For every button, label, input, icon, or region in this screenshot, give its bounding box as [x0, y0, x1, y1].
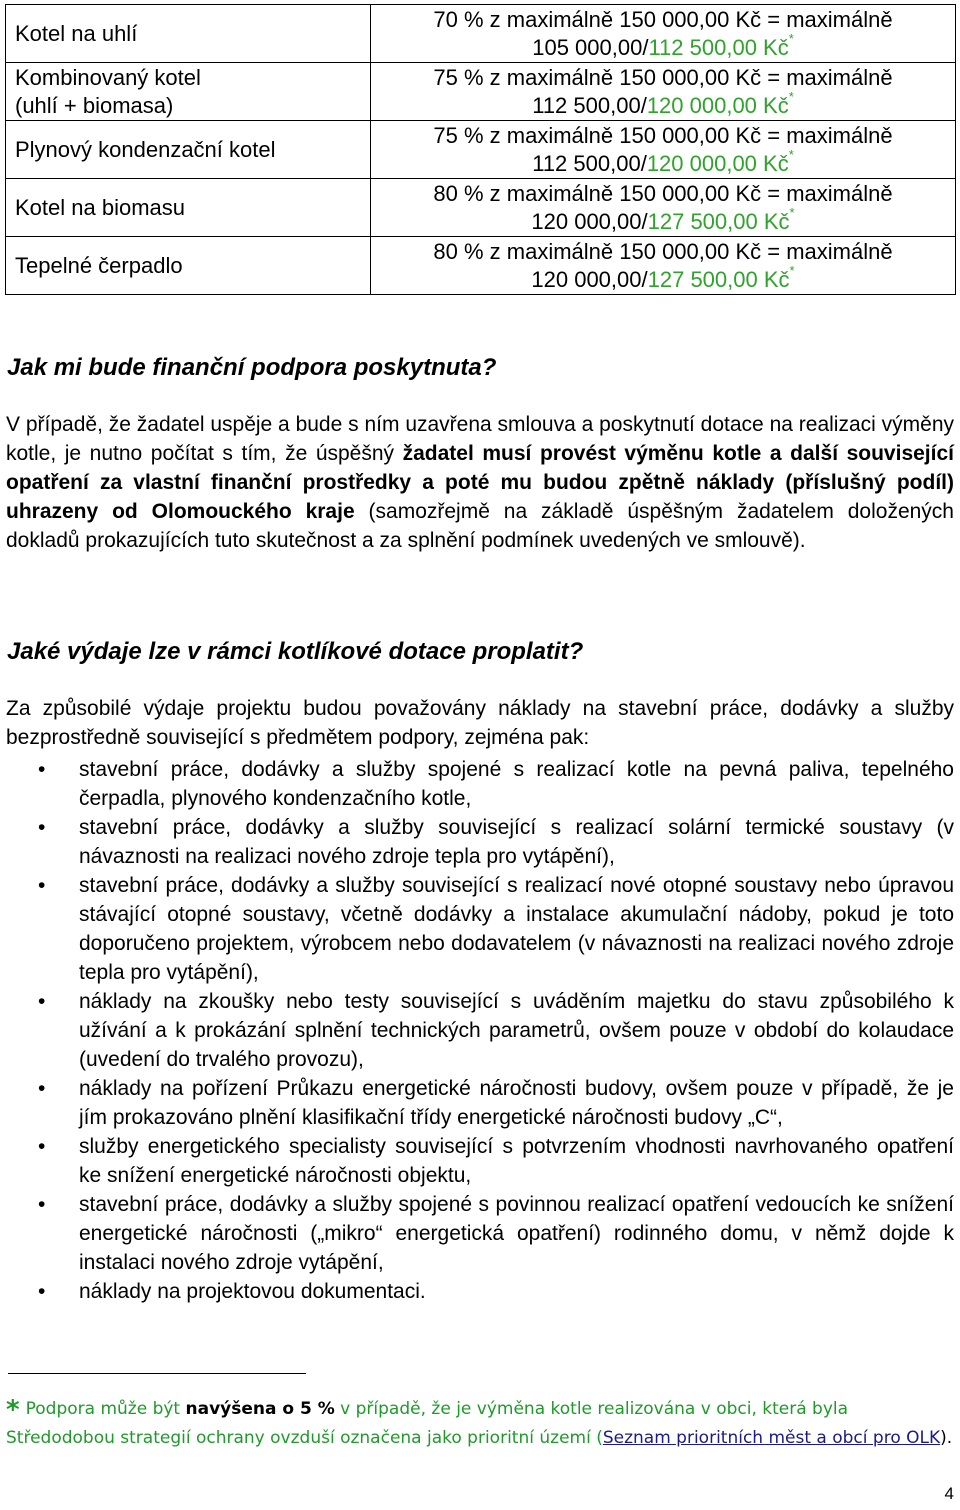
- list-item-text: stavební práce, dodávky a služby související s realizací solární termické soustavy (v návaznosti na realizaci nového zdroje tepla pro vytápění),: [79, 816, 954, 868]
- footnote-star-marker: *: [6, 1395, 20, 1425]
- list-item-text: stavební práce, dodávky a služby spojené s povinnou realizací opatření vedoucích ke snížení energetické náročnosti („mikro“ energetická opatření) rodinného domu, v němž dojde k instalaci nového zdroje vytápění,: [79, 1193, 954, 1274]
- footnote-text-3: ).: [940, 1428, 953, 1448]
- footnote-star: *: [789, 263, 795, 279]
- bullet-icon: •: [38, 1193, 46, 1216]
- list-item: [0, 871, 954, 987]
- amount-line1: 80 % z maximálně 150 000,00 Kč = maximálně: [433, 238, 893, 264]
- boiler-type-cell: [6, 121, 371, 179]
- list-item-text: náklady na pořízení Průkazu energetické náročnosti budovy, ovšem pouze v případě, že je jím prokazováno plnění klasifikační třídy energetické náročnosti budovy „C“,: [79, 1077, 954, 1129]
- bullet-icon: •: [38, 1280, 46, 1303]
- amount-base: 120 000,00/: [531, 266, 648, 292]
- bullet-icon: •: [38, 874, 46, 897]
- payment-text-start: V případě, že žadatel uspěje a bude s ním uzavřena smlouva a poskytnutí dotace na realizaci výměny kotle, je nutno počítat s tím, že úspěšný: [6, 413, 954, 465]
- footnote-star: *: [788, 147, 794, 163]
- subsidy-table: [5, 4, 956, 295]
- bullet-icon: •: [38, 990, 46, 1013]
- amount-increased: 127 500,00 Kč: [647, 266, 790, 292]
- payment-text-bold: žadatel musí provést výměnu kotle a další související opatření za vlastní finanční prostředky a poté mu budou zpětně náklady (příslušný podíl) uhrazeny od Olomouckého kraje: [6, 442, 954, 523]
- amount-increased: 120 000,00 Kč: [646, 92, 789, 118]
- table-row: [6, 5, 956, 63]
- footnote-separator: [8, 1373, 306, 1374]
- amount-base: 120 000,00/: [531, 208, 648, 234]
- amount-line1: 80 % z maximálně 150 000,00 Kč = maximálně: [433, 180, 893, 206]
- table-row: [6, 63, 956, 121]
- bullet-icon: •: [38, 816, 46, 839]
- footnote-text-1: Podpora může být: [25, 1399, 186, 1419]
- list-item: [0, 1132, 954, 1190]
- list-item-text: stavební práce, dodávky a služby související s realizací nové otopné soustavy nebo úpravou stávající otopné soustavy, včetně dodávky a instalace akumulační nádoby, pokud je toto doporučeno projektem, výrobcem nebo dodavatelem (v návaznosti na realizaci nového zdroje tepla pro vytápění),: [79, 874, 954, 984]
- amount-cell: [371, 63, 956, 121]
- list-item: [0, 813, 954, 871]
- amount-base: 112 500,00/: [532, 150, 647, 176]
- amount-increased: 127 500,00 Kč: [647, 208, 790, 234]
- list-item-text: náklady na projektovou dokumentaci.: [79, 1280, 426, 1303]
- bullet-icon: •: [38, 1135, 46, 1158]
- amount-base: 112 500,00/: [532, 92, 647, 118]
- table-row: [6, 121, 956, 179]
- list-item-text: stavební práce, dodávky a služby spojené s realizací kotle na pevná paliva, tepelného čerpadla, plynového kondenzačního kotle,: [79, 758, 954, 810]
- amount-increased: 112 500,00 Kč: [648, 34, 789, 60]
- boiler-type: Kotel na uhlí: [15, 20, 138, 46]
- boiler-type-line1: Kombinovaný kotel: [15, 64, 201, 90]
- bullet-icon: •: [38, 758, 46, 781]
- amount-cell: [371, 121, 956, 179]
- amount-line1: 70 % z maximálně 150 000,00 Kč = maximálně: [433, 6, 893, 32]
- amount-cell: [371, 237, 956, 295]
- list-item: [0, 1190, 954, 1277]
- amount-line1: 75 % z maximálně 150 000,00 Kč = maximálně: [433, 122, 893, 148]
- table-row: [6, 179, 956, 237]
- payment-text-end: (samozřejmě na základě úspěšným žadatelem doložených dokladů prokazujících tuto skutečnost a za splnění podmínek uvedených ve smlouvě).: [6, 500, 954, 552]
- boiler-type-cell: [6, 63, 371, 121]
- footnote-star: *: [788, 31, 794, 47]
- amount-increased: 120 000,00 Kč: [646, 150, 789, 176]
- priority-municipalities-link[interactable]: Seznam prioritních měst a obcí pro OLK: [602, 1428, 941, 1448]
- amount-cell: [371, 179, 956, 237]
- eligible-costs-list: [0, 755, 954, 1306]
- page-number: 4: [944, 1484, 954, 1503]
- amount-line1: 75 % z maximálně 150 000,00 Kč = maximálně: [433, 64, 893, 90]
- list-item: [0, 987, 954, 1074]
- amount-base: 105 000,00/: [532, 34, 649, 60]
- list-item: [0, 755, 954, 813]
- bullet-icon: •: [38, 1077, 46, 1100]
- section-heading-eligible-costs: Jaké výdaje lze v rámci kotlíkové dotace proplatit?: [7, 638, 584, 665]
- table-row: [6, 237, 956, 295]
- list-item: [0, 1074, 954, 1132]
- list-item-text: služby energetického specialisty související s potvrzením vhodnosti navrhovaného opatření ke snížení energetické náročnosti objektu,: [79, 1135, 954, 1187]
- eligible-costs-intro: Za způsobilé výdaje projektu budou považovány náklady na stavební práce, dodávky a služby bezprostředně související s předmětem podpory, zejména pak:: [6, 697, 954, 749]
- list-item-text: náklady na zkoušky nebo testy související s uváděním majetku do stavu způsobilého k užívání a k prokázání splnění technických parametrů, ovšem pouze v období do kolaudace (uvedení do trvalého provozu),: [79, 990, 954, 1071]
- footnote-bold: navýšena o 5 %: [185, 1399, 335, 1419]
- boiler-type-line2: (uhlí + biomasa): [15, 92, 174, 118]
- section-heading-how-paid: Jak mi bude finanční podpora poskytnuta?: [7, 354, 497, 381]
- payment-paragraph: [6, 410, 954, 555]
- list-item: [0, 1277, 954, 1306]
- footnote-text-2: v případě, že je výměna kotle realizována v obci, která byla Středodobou strategií ochrany ovzduší označena jako prioritní území (: [6, 1399, 849, 1448]
- boiler-type-cell: [6, 5, 371, 63]
- boiler-type-cell: [6, 179, 371, 237]
- footnote: [6, 1392, 954, 1453]
- boiler-type: Tepelné čerpadlo: [15, 252, 183, 278]
- boiler-type-cell: [6, 237, 371, 295]
- footnote-star: *: [788, 89, 794, 105]
- boiler-type: Kotel na biomasu: [15, 194, 185, 220]
- boiler-type: Plynový kondenzační kotel: [15, 136, 276, 162]
- amount-cell: [371, 5, 956, 63]
- footnote-star: *: [789, 205, 795, 221]
